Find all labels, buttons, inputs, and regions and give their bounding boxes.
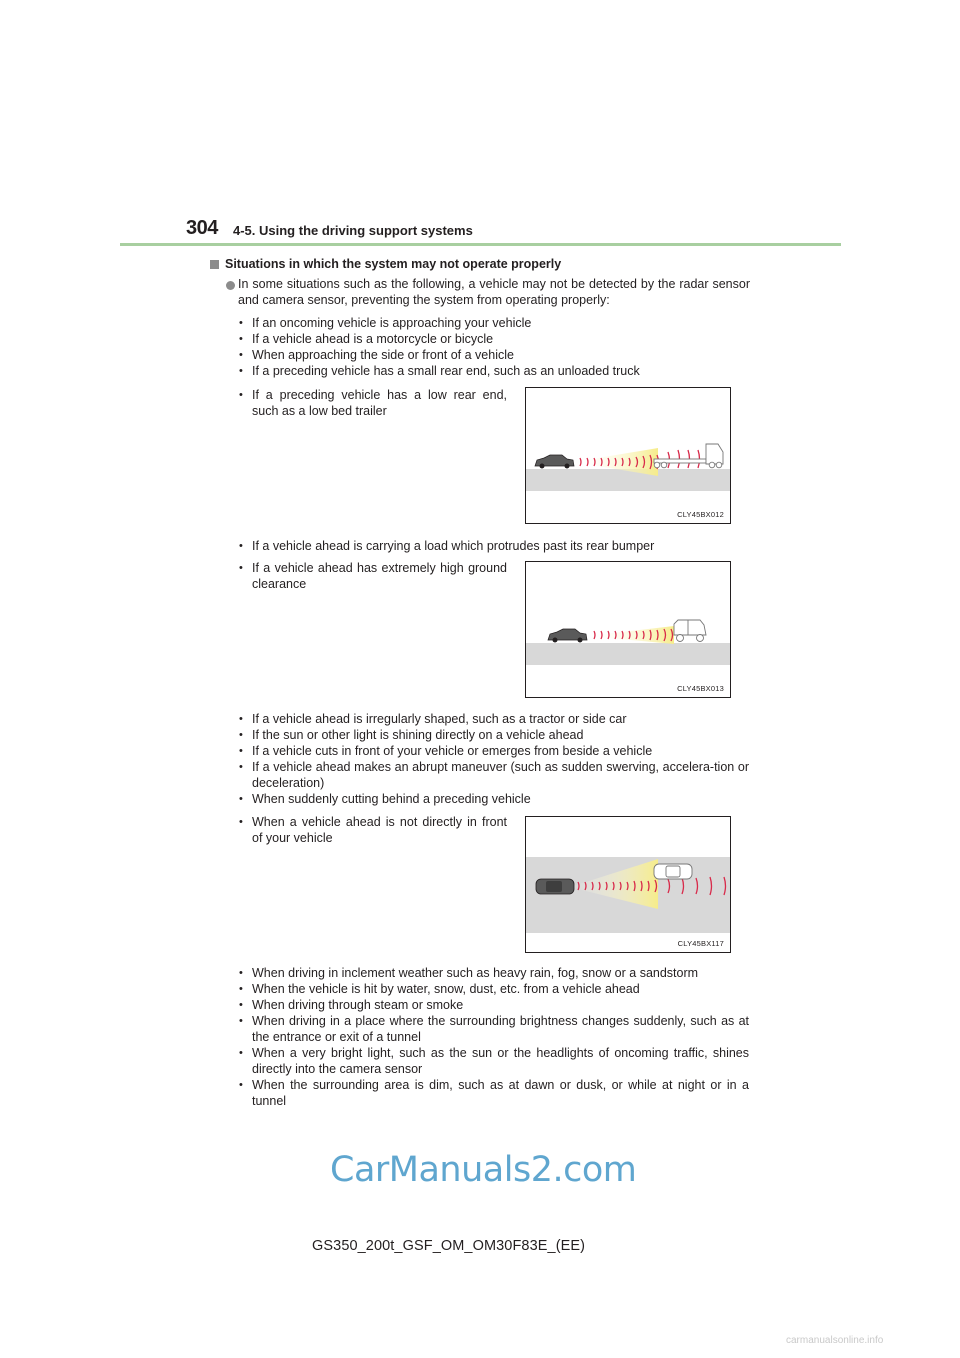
- intro-paragraph: In some situations such as the following, a vehicle may not be detected by the radar sensor and camera sensor, preventing the system from operating properly:: [238, 277, 750, 307]
- list-item: • When the vehicle is hit by water, snow, dust, etc. from a vehicle ahead: [239, 981, 749, 997]
- figure3-caption-list: [239, 814, 507, 846]
- list-item: • If a preceding vehicle has a small rear end, such as an unloaded truck: [239, 363, 749, 379]
- figure-high-ground-clearance: [525, 561, 731, 698]
- own-car-top-view: [536, 879, 574, 894]
- list-item: • When approaching the side or front of a vehicle: [239, 347, 749, 363]
- manual-code: GS350_200t_GSF_OM_OM30F83E_(EE): [312, 1238, 586, 1254]
- figure1-caption-list: [239, 387, 507, 419]
- road-surface: [526, 643, 731, 665]
- site-watermark: carmanualsonline.info: [786, 1335, 884, 1346]
- vehicle-ahead-top-view: [654, 864, 692, 879]
- own-car: [548, 629, 587, 643]
- list-item: • When driving in inclement weather such as heavy rain, fog, snow or a sandstorm: [239, 965, 749, 981]
- road-surface: [526, 469, 731, 491]
- list-item: • When driving in a place where the surrounding brightness changes suddenly, such as at the entrance or exit of a tunnel: [239, 1013, 749, 1045]
- figure2-illustration: [526, 562, 731, 698]
- figure2-caption-list: [239, 560, 507, 592]
- section-heading: [210, 257, 561, 271]
- high-clearance-vehicle: [674, 620, 706, 642]
- figure-offset-vehicle: [525, 816, 731, 953]
- figure2-caption: • If a vehicle ahead has extremely high ground clearance: [239, 560, 507, 592]
- list-item: • If a vehicle cuts in front of your vehicle or emerges from beside a vehicle: [239, 743, 749, 759]
- conditions-list-2: [239, 711, 749, 807]
- figure1-code: CLY45BX012: [677, 510, 724, 519]
- figure-low-bed-trailer: [525, 387, 731, 524]
- list-item: • If a vehicle ahead is carrying a load which protrudes past its rear bumper: [239, 538, 749, 554]
- conditions-list-3: [239, 965, 749, 1109]
- conditions-list-protruding: [239, 538, 749, 554]
- list-item: • When the surrounding area is dim, such as at dawn or dusk, or while at night or in a tunnel: [239, 1077, 749, 1109]
- section-title: 4-5. Using the driving support systems: [233, 223, 473, 238]
- list-item: • When a very bright light, such as the sun or the headlights of oncoming traffic, shines directly into the camera sensor: [239, 1045, 749, 1077]
- radar-beam: [588, 626, 674, 644]
- square-bullet-icon: [210, 260, 219, 269]
- header-rule: [120, 243, 841, 246]
- list-item: • If a vehicle ahead is irregularly shaped, such as a tractor or side car: [239, 711, 749, 727]
- figure3-caption: • When a vehicle ahead is not directly in front of your vehicle: [239, 814, 507, 846]
- list-item: • If an oncoming vehicle is approaching your vehicle: [239, 315, 749, 331]
- figure3-code: CLY45BX117: [677, 939, 724, 948]
- list-item: • When suddenly cutting behind a preceding vehicle: [239, 791, 749, 807]
- list-item: • If the sun or other light is shining directly on a vehicle ahead: [239, 727, 749, 743]
- circle-bullet-icon: [226, 281, 235, 290]
- figure1-caption: • If a preceding vehicle has a low rear end, such as a low bed trailer: [239, 387, 507, 419]
- figure1-illustration: [526, 388, 731, 524]
- list-item: • If a vehicle ahead is a motorcycle or bicycle: [239, 331, 749, 347]
- list-item: • If a vehicle ahead makes an abrupt maneuver (such as sudden swerving, accelera-tion or deceleration): [239, 759, 749, 791]
- watermark: CarManuals2.com: [330, 1150, 637, 1190]
- page-number: 304: [186, 217, 218, 239]
- figure2-code: CLY45BX013: [677, 684, 724, 693]
- list-item: • When driving through steam or smoke: [239, 997, 749, 1013]
- section-heading-text: Situations in which the system may not operate properly: [225, 257, 562, 271]
- figure3-illustration: [526, 817, 731, 953]
- conditions-list-1: [239, 315, 749, 379]
- own-car: [535, 455, 574, 469]
